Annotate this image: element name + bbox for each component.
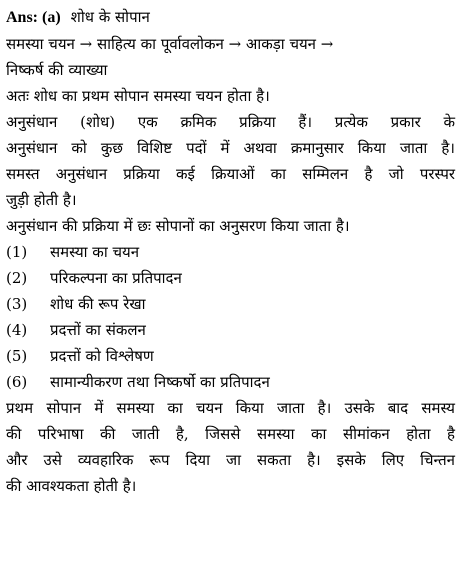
list-item-number: (2): [6, 269, 28, 287]
list-item: [6, 317, 455, 343]
list-item: [6, 343, 455, 369]
list-item-number: (1): [6, 243, 28, 261]
paragraph-line: जुड़ी होती है।: [6, 191, 77, 209]
paragraph-first-step: [6, 395, 455, 499]
steps-intro: अनुसंधान की प्रक्रिया में छः सोपानों का अनुसरण किया जाता है।: [6, 217, 350, 235]
research-flow-line-2: निष्कर्ष की व्याख्या: [6, 61, 108, 79]
list-item-number: (3): [6, 295, 28, 313]
list-item: [6, 239, 455, 265]
paragraph-line: प्रथम सोपान में समस्या का चयन किया जाता है। उसके बाद समस्य: [6, 399, 455, 417]
list-item: [6, 369, 455, 395]
paragraph-line: अनुसंधान को कुछ विशिष्ट पदों में अथवा क्रमानुसार किया जाता है।: [6, 139, 455, 157]
answer-title: शोध के सोपान: [70, 8, 150, 26]
answer-heading: [6, 4, 455, 31]
paragraph-line: की परिभाषा की जाती है, जिससे समस्या का सीमांकन होता है: [6, 425, 455, 443]
list-item-text: प्रदत्तों को विश्लेषण: [50, 347, 154, 365]
answer-label: Ans: (a): [6, 9, 61, 26]
list-item-number: (5): [6, 347, 28, 365]
conclusion-text: अतः शोध का प्रथम सोपान समस्या चयन होता है।: [6, 87, 270, 105]
list-item-text: प्रदत्तों का संकलन: [50, 321, 146, 339]
list-item-number: (6): [6, 373, 28, 391]
list-item-text: समस्या का चयन: [50, 243, 140, 261]
paragraph-line: की आवश्यकता होती है।: [6, 477, 137, 495]
list-item-text: शोध की रूप रेखा: [50, 295, 146, 313]
list-item-number: (4): [6, 321, 28, 339]
steps-list: [6, 239, 455, 395]
research-flow-line-1: समस्या चयन → साहित्य का पूर्वावलोकन → आकड़ा चयन →: [6, 35, 334, 53]
answer-document: [6, 4, 455, 499]
paragraph-process: [6, 109, 455, 213]
paragraph-line: अनुसंधान (शोध) एक क्रमिक प्रक्रिया हैं। प्रत्येक प्रकार के: [6, 113, 455, 131]
list-item: [6, 291, 455, 317]
list-item: [6, 265, 455, 291]
list-item-text: सामान्यीकरण तथा निष्कर्षो का प्रतिपादन: [50, 373, 270, 391]
paragraph-line: समस्त अनुसंधान प्रक्रिया कई क्रियाओं का सम्मिलन है जो परस्पर: [6, 165, 455, 183]
list-item-text: परिकल्पना का प्रतिपादन: [50, 269, 182, 287]
paragraph-line: और उसे व्यवहारिक रूप दिया जा सकता है। इसके लिए चिन्तन: [6, 451, 455, 469]
